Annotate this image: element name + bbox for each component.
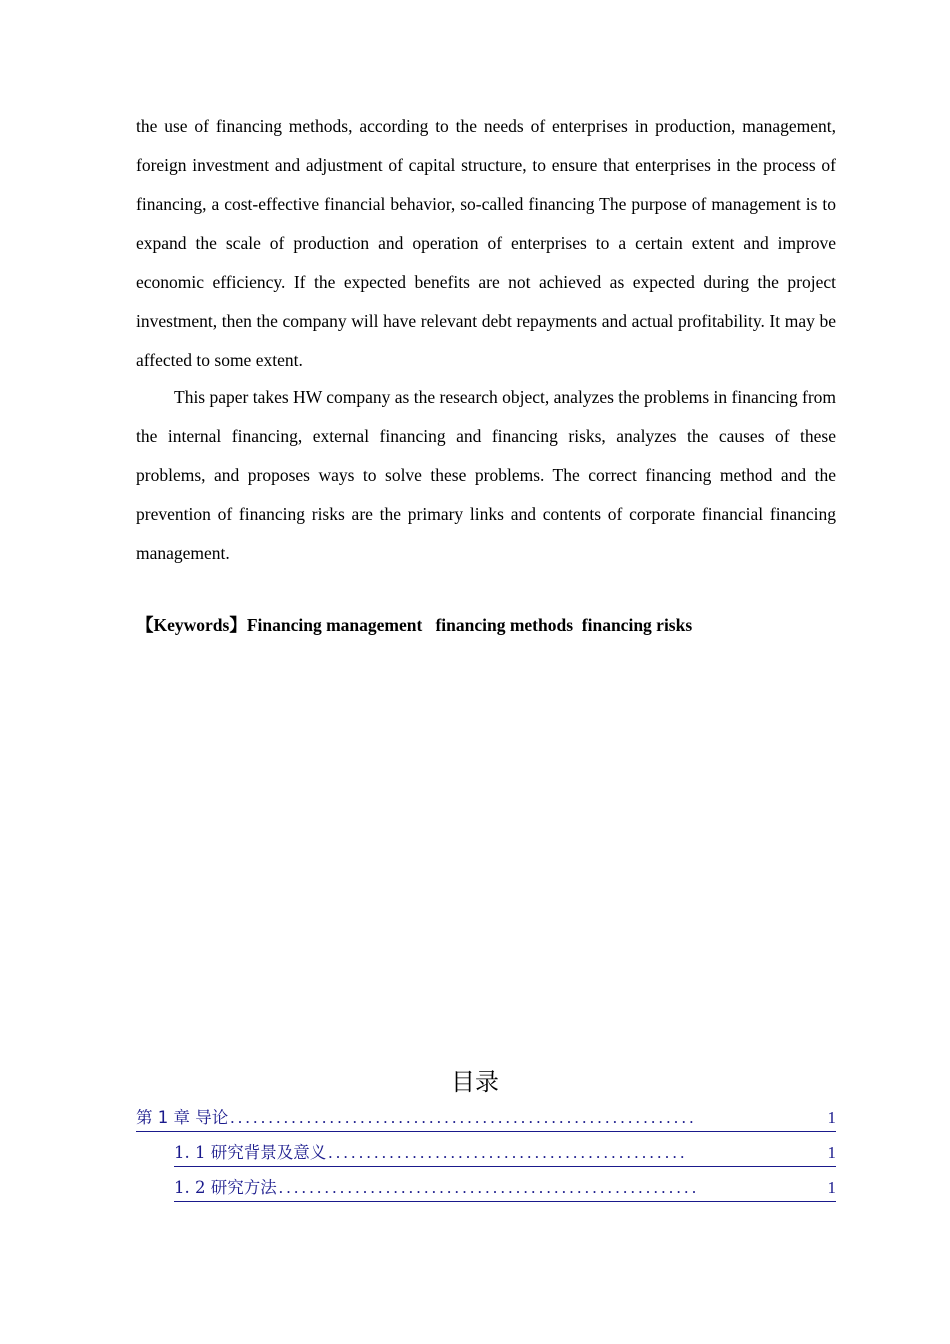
toc-entry-label: 1. 1 研究背景及意义 [174,1143,327,1162]
toc-entry-label: 第 1 章 导论 [136,1108,229,1127]
toc-title: 目录 [451,1068,499,1096]
toc-entry-chapter-1[interactable] [136,1107,836,1132]
toc-leader: ............................................................. [230,1108,697,1127]
toc-page-number: 1 [827,1108,836,1127]
keywords-line: 【Keywords】Financing management financing methods financing risks [136,615,693,635]
abstract-paragraph-2: This paper takes HW company as the research object, analyzes the problems in financing from the internal financing, external financing and financing risks, analyzes the causes of these problems, and proposes ways to solve these problems. The correct financing method and the prevention of financing risks are the primary links and contents of corporate financial financing management. [136,387,837,563]
toc-page-number: 1 [827,1143,836,1162]
toc-entry-section-1-1[interactable] [174,1142,836,1167]
toc-leader: ....................................................... [278,1178,700,1197]
toc-leader: ............................................... [328,1143,688,1162]
toc-entry-label: 1. 2 研究方法 [174,1178,277,1197]
abstract-paragraph-1: the use of financing methods, according to the needs of enterprises in production, management, foreign investment and adjustment of capital structure, to ensure that enterprises in the process of financing, a cost-effective financial behavior, so-called financing The purpose of management is to expand the scale of production and operation of enterprises to a certain extent and improve economic efficiency. If the expected benefits are not achieved as expected during the project investment, then the company will have relevant debt repayments and actual profitability. It may be affected to some extent. [136,116,836,370]
toc-entry-section-1-2[interactable] [174,1177,836,1202]
toc-page-number: 1 [827,1178,836,1197]
abstract-body [136,107,836,573]
